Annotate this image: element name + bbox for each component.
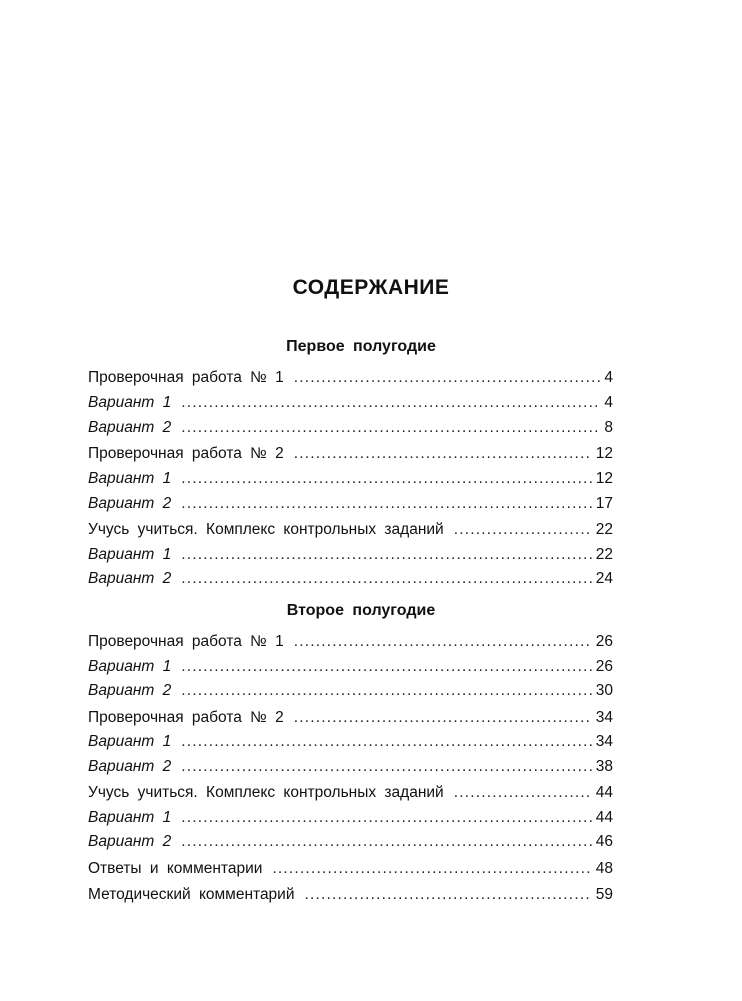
toc-subentry[interactable] <box>88 418 613 438</box>
toc-entry-page: 26 <box>595 658 613 675</box>
dot-leader <box>181 808 592 828</box>
toc-entry-label: Вариант 1 <box>88 733 172 750</box>
toc-entry-page: 34 <box>595 709 613 726</box>
toc-entry-page: 4 <box>604 369 613 386</box>
toc-entry-page: 24 <box>595 570 613 587</box>
dot-leader <box>181 418 600 438</box>
toc-entry-page: 30 <box>595 682 613 699</box>
toc-entry[interactable] <box>88 632 613 652</box>
toc-entry-label: Методический комментарий <box>88 886 295 903</box>
section-heading-second-half: Второе полугодие <box>286 602 436 619</box>
toc-entry-page: 4 <box>604 394 613 411</box>
toc-entry[interactable] <box>88 708 613 728</box>
dot-leader <box>181 732 592 752</box>
toc-entry-answers[interactable] <box>88 859 613 879</box>
toc-entry-label: Учусь учиться. Комплекс контрольных заданий <box>88 784 444 801</box>
toc-entry-label: Вариант 2 <box>88 419 172 436</box>
toc-entry-page: 17 <box>595 495 613 512</box>
toc-entry-label: Проверочная работа № 2 <box>88 445 284 462</box>
toc-entry-page: 12 <box>595 470 613 487</box>
toc-entry-label: Проверочная работа № 2 <box>88 709 284 726</box>
toc-entry-label: Вариант 2 <box>88 682 172 699</box>
toc-entry-label: Проверочная работа № 1 <box>88 633 284 650</box>
toc-entry-label: Вариант 1 <box>88 809 172 826</box>
toc-entry-label: Вариант 2 <box>88 495 172 512</box>
toc-entry-label: Вариант 2 <box>88 758 172 775</box>
toc-subentry[interactable] <box>88 469 613 489</box>
dot-leader <box>294 708 592 728</box>
toc-subentry[interactable] <box>88 832 613 852</box>
dot-leader <box>454 520 592 540</box>
toc-entry-label: Учусь учиться. Комплекс контрольных заданий <box>88 521 444 538</box>
toc-subentry[interactable] <box>88 569 613 589</box>
dot-leader <box>181 757 592 777</box>
toc-entry-page: 34 <box>595 733 613 750</box>
toc-entry-page: 46 <box>595 833 613 850</box>
toc-subentry[interactable] <box>88 681 613 701</box>
toc-entry[interactable] <box>88 368 613 388</box>
dot-leader <box>272 859 591 879</box>
toc-subentry[interactable] <box>88 545 613 565</box>
dot-leader <box>181 832 592 852</box>
toc-subentry[interactable] <box>88 393 613 413</box>
toc-entry[interactable] <box>88 444 613 464</box>
toc-entry-label: Вариант 2 <box>88 833 172 850</box>
toc-entry-label: Вариант 1 <box>88 658 172 675</box>
toc-entry-page: 22 <box>595 521 613 538</box>
dot-leader <box>454 783 592 803</box>
dot-leader <box>181 494 592 514</box>
toc-entry-page: 48 <box>595 860 613 877</box>
toc-entry-page: 44 <box>595 784 613 801</box>
dot-leader <box>294 444 592 464</box>
toc-entry-label: Вариант 1 <box>88 470 172 487</box>
dot-leader <box>181 545 592 565</box>
dot-leader <box>181 393 600 413</box>
dot-leader <box>294 632 592 652</box>
toc-entry-page: 26 <box>595 633 613 650</box>
toc-entry[interactable] <box>88 520 613 540</box>
page-title: СОДЕРЖАНИЕ <box>292 276 450 299</box>
toc-subentry[interactable] <box>88 757 613 777</box>
toc-subentry[interactable] <box>88 732 613 752</box>
dot-leader <box>294 368 601 388</box>
section-heading-first-half: Первое полугодие <box>286 338 436 355</box>
toc-entry[interactable] <box>88 783 613 803</box>
dot-leader <box>181 681 592 701</box>
dot-leader <box>305 885 592 905</box>
toc-entry-page: 59 <box>595 886 613 903</box>
toc-entry-methodical-comment[interactable] <box>88 885 613 905</box>
dot-leader <box>181 569 592 589</box>
toc-entry-label: Проверочная работа № 1 <box>88 369 284 386</box>
toc-entry-label: Вариант 2 <box>88 570 172 587</box>
toc-entry-page: 38 <box>595 758 613 775</box>
dot-leader <box>181 469 592 489</box>
toc-entry-label: Ответы и комментарии <box>88 860 263 877</box>
toc-entry-label: Вариант 1 <box>88 546 172 563</box>
toc-subentry[interactable] <box>88 494 613 514</box>
toc-entry-page: 12 <box>595 445 613 462</box>
toc-subentry[interactable] <box>88 657 613 677</box>
toc-entry-label: Вариант 1 <box>88 394 172 411</box>
toc-entry-page: 8 <box>604 419 613 436</box>
toc-subentry[interactable] <box>88 808 613 828</box>
dot-leader <box>181 657 592 677</box>
toc-entry-page: 44 <box>595 809 613 826</box>
toc-entry-page: 22 <box>595 546 613 563</box>
